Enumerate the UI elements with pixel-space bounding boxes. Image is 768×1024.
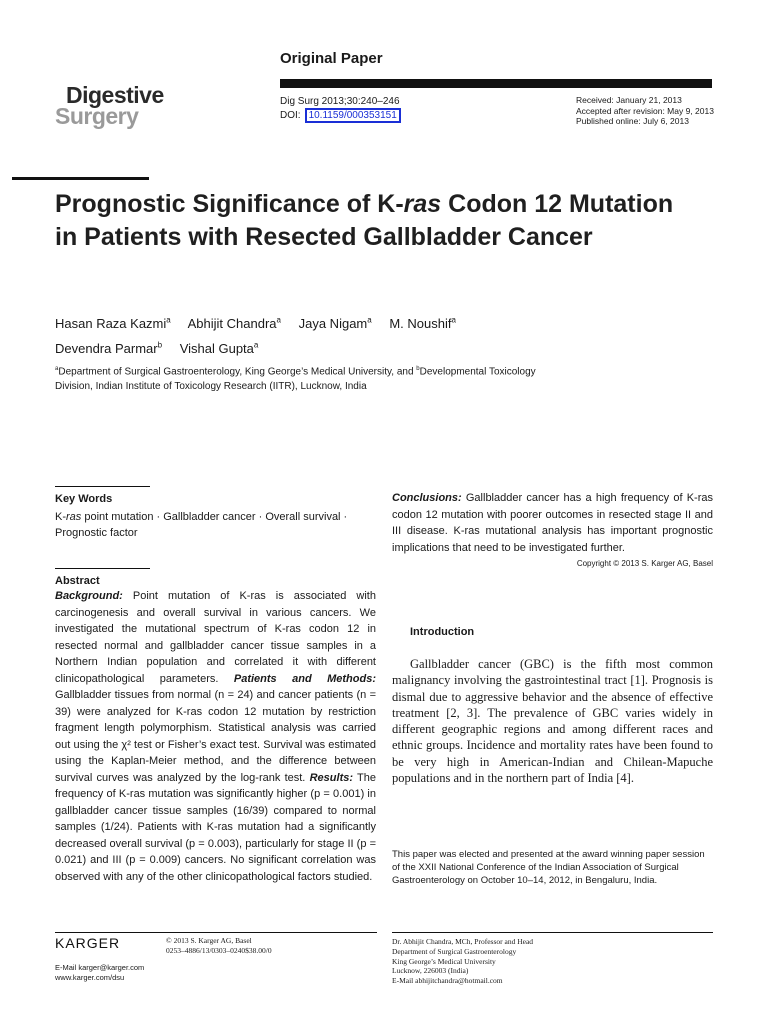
paper-type: Original Paper xyxy=(280,50,383,67)
author: M. Noushif$^a$ xyxy=(389,316,456,332)
abstract-continued xyxy=(392,490,713,573)
correspondence: Dr. Abhijit Chandra, MCh, Professor and Head Department of Surgical Gastroenterology King George’s Medical University Lucknow, 226003 (India) E-Mail abhijitchandra@hotmail.com xyxy=(392,937,534,986)
accepted-date: Accepted after revision: May 9, 2013 xyxy=(576,105,714,116)
conclusions-label: Conclusions: xyxy=(392,492,462,504)
conclusions-text: Gallbladder cancer has a high frequency of K-ras codon 12 mutation with poorer outcomes in resected stage II and III disease. K-ras mutational analysis has important prognostic implications that need to be investigated further. xyxy=(392,492,713,554)
citation: Dig Surg 2013;30:240–246 xyxy=(280,96,400,107)
footer-copyright: © 2013 S. Karger AG, Basel 0253–4886/13/0303–0240$38.00/0 xyxy=(166,936,272,955)
keywords-text: K-ras point mutation · Gallbladder cancer · Overall survival · Prognostic factor xyxy=(55,511,348,539)
title-part2: Codon 12 Mutation in Patients with Resected Gallbladder Cancer xyxy=(55,190,674,251)
doi-line xyxy=(280,108,401,123)
abstract-heading: Abstract xyxy=(55,575,100,587)
citation-block xyxy=(280,95,401,123)
article-title xyxy=(55,188,675,254)
publisher-logo: KARGER xyxy=(55,935,121,951)
background-label: Background: xyxy=(55,590,123,602)
footer-contact xyxy=(55,963,144,983)
publisher-email[interactable]: E-Mail karger@karger.com xyxy=(55,963,145,972)
affil-a: Department of Surgical Gastroenterology, King George’s Medical University, and xyxy=(58,366,417,378)
title-italic: ras xyxy=(403,190,442,218)
header-bar xyxy=(280,79,712,88)
author: Jaya Nigam$^a$ xyxy=(298,316,372,332)
author-list xyxy=(55,310,575,359)
presentation-note: This paper was elected and presented at the award winning paper session of the XXII National Conference of the Indian Association of Surgical Gastroenterology on October 10–14, 2012, in Bengaluru, India. xyxy=(392,849,705,887)
keywords-heading: Key Words xyxy=(55,493,113,505)
affil-b: Developmental Toxicology Division, Indian Institute of Toxicology Research (IITR), Lucknow, India xyxy=(55,366,536,393)
author: Hasan Raza Kazmi$^a$ xyxy=(55,316,171,332)
affil-sup-b: b xyxy=(416,366,420,372)
methods-label: Patients and Methods: xyxy=(233,672,376,685)
received-date: Received: January 21, 2013 xyxy=(576,95,682,105)
methods-text: Gallbladder tissues from normal (n = 24) and cancer patients (n = 39) were analyzed for K-ras codon 12 mutation by restriction fragment length polymorphism. Statistical analysis was carried out using the χ² test or Fisher’s exact test. Survival was estimated using the Kaplan-Meier method, and the difference between survival curves was analyzed by the log-rank test. xyxy=(55,689,376,784)
affil-sup-a: a xyxy=(55,366,59,372)
title-part1: Prognostic Significance of K- xyxy=(55,190,404,218)
published-date: Published online: July 6, 2013 xyxy=(576,116,689,126)
journal-logo-line1: Digestive xyxy=(66,82,164,108)
introduction-heading: Introduction xyxy=(410,626,475,638)
introduction-text: Gallbladder cancer (GBC) is the fifth most common malignancy involving the gastrointestinal tract [1]. Prognosis is dismal due to aggressive behavior and the absence of effective treatment [2, 3]. The prevalence of GBC varies widely in different geographic regions and among different races and ethnic groups. Incidence and mortality rates have been found to be very high in American-Indian and Chilean-Mapuche populations and in the northern part of India [4]. xyxy=(392,657,713,786)
doi-link[interactable]: 10.1159/000353151 xyxy=(305,108,401,123)
copyright-line: Copyright © 2013 S. Karger AG, Basel xyxy=(576,559,713,568)
title-rule xyxy=(12,177,149,180)
author: Vishal Gupta$^a$ xyxy=(179,340,259,356)
results-text: The frequency of K-ras mutation was significantly higher (p = 0.001) in gallbladder cancer tissue samples (16/39) compared to normal samples (1/24). Patients with K-ras mutation had a significantly decreased overall survival (p = 0.003), particularly for stage II (p = 0.021) and III (p = 0.009) cancers. No significant correlation was observed with any of the other clinicopathological factors studied. xyxy=(55,771,377,883)
background-text: Point mutation of K-ras is associated with carcinogenesis and overall survival in various cancers. We investigated the mutational spectrum of K-ras codon 12 in resected normal and gallbladder cancer tissue samples in a Northern Indian population and correlated it with different clinicopathological parameters. xyxy=(55,590,376,685)
correspondence-email[interactable]: E-Mail abhijitchandra@hotmail.com xyxy=(392,976,503,986)
journal-logo-line2: Surgery xyxy=(55,103,139,129)
publisher-website[interactable]: www.karger.com/dsu xyxy=(55,972,125,982)
footer-rule-right xyxy=(392,932,713,933)
abstract-body xyxy=(55,588,376,885)
doi-label: DOI: xyxy=(280,110,301,121)
keywords-rule xyxy=(55,486,150,487)
author: Devendra Parmar$^b$ xyxy=(55,340,163,356)
affiliations xyxy=(55,362,575,394)
results-label: Results: xyxy=(309,771,354,784)
publication-dates xyxy=(576,95,714,127)
author: Abhijit Chandra$^a$ xyxy=(187,316,281,332)
abstract-rule xyxy=(55,568,150,569)
footer-rule-left xyxy=(55,932,377,933)
